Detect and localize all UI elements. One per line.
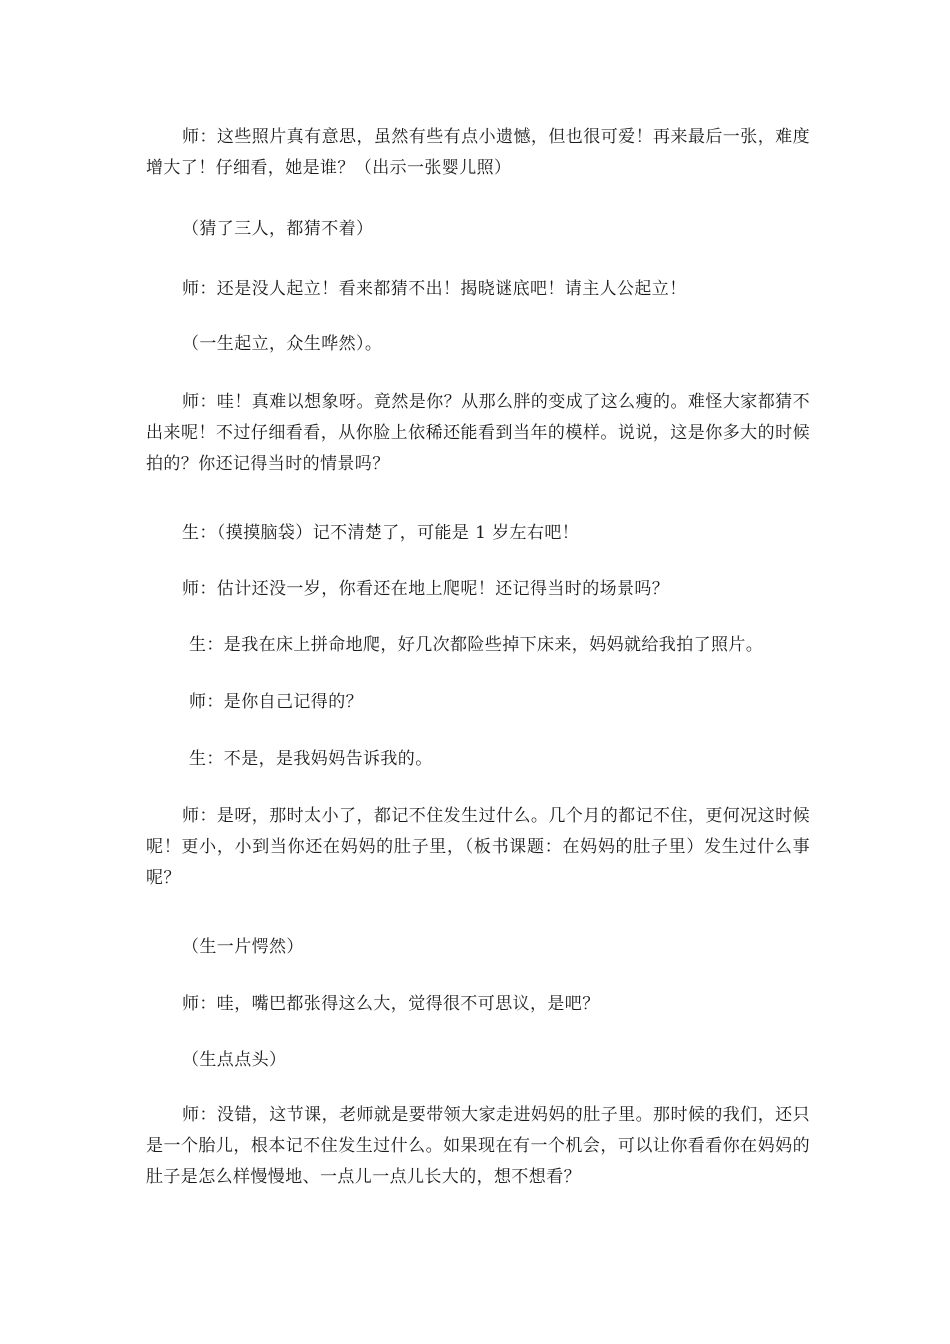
paragraph-teacher-crawling: 师：估计还没一岁，你看还在地上爬呢！还记得当时的场景吗？ bbox=[182, 579, 670, 599]
paragraph-student-mother: 生：不是，是我妈妈告诉我的。 bbox=[189, 749, 433, 769]
paragraph-teacher-photos: 师：这些照片真有意思，虽然有些有点小遗憾，但也很可爱！再来最后一张，难度增大了！仔细看，她是谁？（出示一张婴儿照） bbox=[146, 127, 810, 178]
paragraph-teacher-belly: 师：是呀，那时太小了，都记不住发生过什么。几个月的都记不住，更何况这时候呢！更小，小到当你还在妈妈的肚子里，（板书课题：在妈妈的肚子里）发生过什么事呢？ bbox=[146, 806, 810, 888]
paragraph-teacher-reveal: 师：还是没人起立！看来都猜不出！揭晓谜底吧！请主人公起立！ bbox=[182, 279, 687, 299]
paragraph-teacher-remember: 师：是你自己记得的？ bbox=[189, 692, 363, 712]
paragraph-student-stands: （一生起立，众生哗然）。 bbox=[182, 334, 383, 354]
paragraph-students-nod: （生点点头） bbox=[182, 1050, 287, 1070]
paragraph-teacher-mouths: 师：哇，嘴巴都张得这么大，觉得很不可思议，是吧？ bbox=[182, 994, 600, 1014]
paragraph-students-stunned: （生一片愕然） bbox=[182, 937, 304, 957]
paragraph-guessed-three: （猜了三人，都猜不着） bbox=[182, 219, 374, 239]
paragraph-teacher-surprise: 师：哇！真难以想象呀。竟然是你？从那么胖的变成了这么瘦的。难怪大家都猜不出来呢！不过仔细看看，从你脸上依稀还能看到当年的模样。说说，这是你多大的时候拍的？你还记得当时的情景吗？ bbox=[146, 392, 810, 474]
paragraph-teacher-lesson: 师：没错，这节课，老师就是要带领大家走进妈妈的肚子里。那时候的我们，还只是一个胎儿，根本记不住发生过什么。如果现在有一个机会，可以让你看看你在妈妈的肚子是怎么样慢慢地、一点儿一点儿长大的，想不想看？ bbox=[146, 1105, 810, 1187]
paragraph-student-bed: 生：是我在床上拼命地爬，好几次都险些掉下床来，妈妈就给我拍了照片。 bbox=[189, 635, 764, 655]
paragraph-student-age: 生：（摸摸脑袋）记不清楚了，可能是 1 岁左右吧！ bbox=[182, 523, 580, 543]
